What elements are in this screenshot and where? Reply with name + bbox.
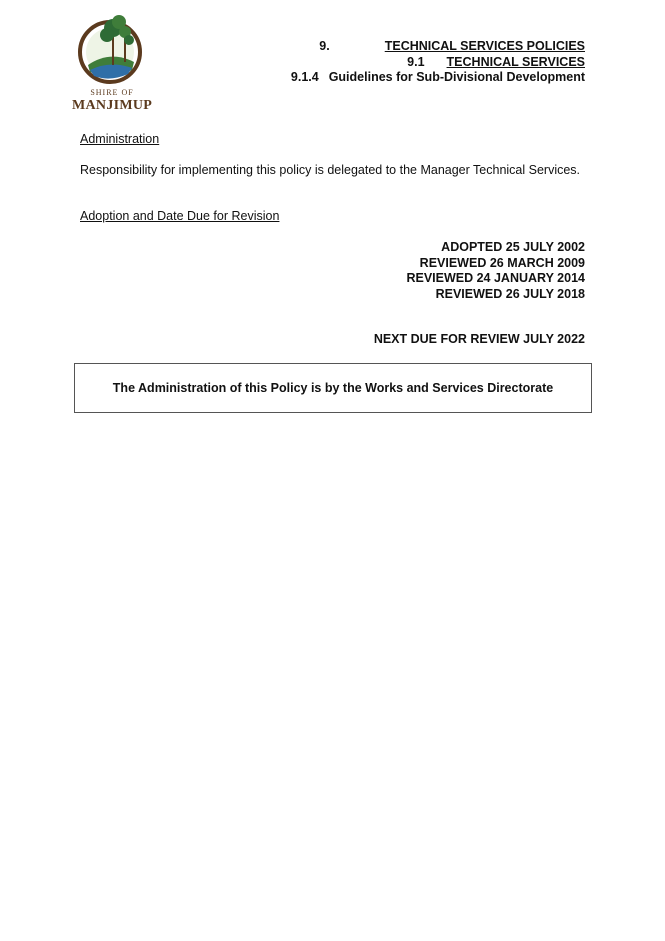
date-adopted: ADOPTED 25 JULY 2002 xyxy=(441,240,585,254)
header-title-1: TECHNICAL SERVICES POLICIES xyxy=(384,39,585,53)
header-number-1: 9. xyxy=(319,39,330,53)
header-title-3: Guidelines for Sub-Divisional Development xyxy=(328,70,585,84)
logo-line2: MANJIMUP xyxy=(72,98,153,113)
next-review: NEXT DUE FOR REVIEW JULY 2022 xyxy=(373,332,585,346)
administration-box xyxy=(74,363,592,413)
logo-emblem-icon xyxy=(72,10,152,90)
header-number-2: 9.1 xyxy=(407,55,425,69)
administration-text: Responsibility for implementing this policy is delegated to the Manager Technical Services. xyxy=(80,163,581,177)
header-line-3 xyxy=(291,70,585,85)
administration-heading: Administration xyxy=(80,132,160,146)
administration-box-text: The Administration of this Policy is by the Works and Services Directorate xyxy=(112,381,554,395)
logo-line1: SHIRE OF xyxy=(90,88,134,97)
date-reviewed-2009: REVIEWED 26 MARCH 2009 xyxy=(419,255,585,270)
date-reviewed-2014: REVIEWED 24 JANUARY 2014 xyxy=(406,271,585,285)
header-line-2 xyxy=(407,55,585,70)
adoption-dates xyxy=(406,240,585,302)
shire-logo xyxy=(72,10,153,113)
header-number-3: 9.1.4 xyxy=(290,70,319,84)
adoption-heading: Adoption and Date Due for Revision xyxy=(80,209,280,223)
header-title-2: TECHNICAL SERVICES xyxy=(446,55,585,69)
date-reviewed-2018: REVIEWED 26 JULY 2018 xyxy=(435,286,585,301)
header-line-1 xyxy=(319,39,585,54)
